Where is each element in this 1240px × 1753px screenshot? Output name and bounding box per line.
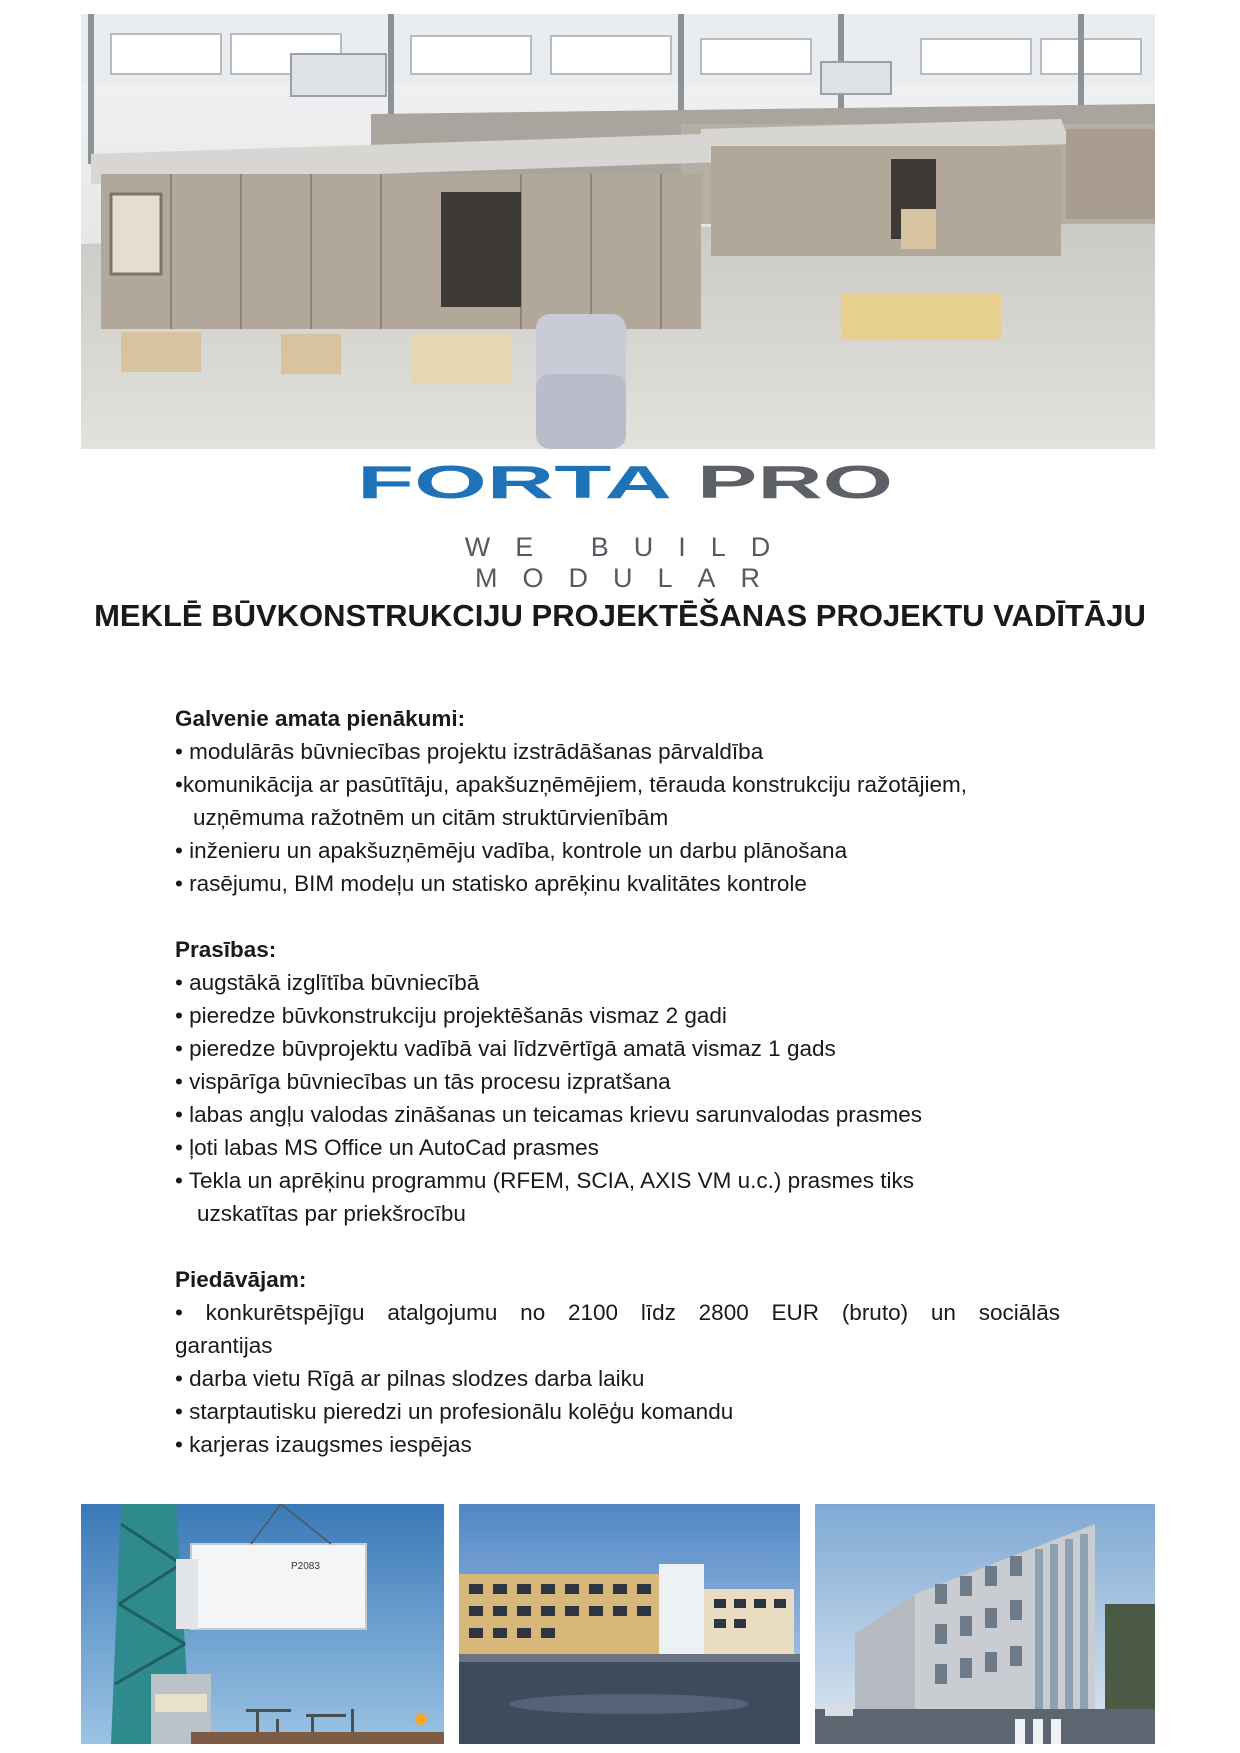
duties-title: Galvenie amata pienākumi:: [175, 706, 466, 731]
logo-word-pro: PRO: [697, 462, 893, 504]
offer-section: [175, 1263, 1060, 1461]
list-item: • modulārās būvniecības projektu izstrādāšanas pārvaldība: [175, 739, 764, 764]
requirements-section: [175, 933, 1060, 1230]
list-item: • labas angļu valodas zināšanas un teicamas krievu sarunvalodas prasmes: [175, 1102, 923, 1127]
list-item: • Tekla un aprēķinu programmu (RFEM, SCIA, AXIS VM u.c.) prasmes tiks uzskatītas par priekšrocību: [175, 1168, 914, 1226]
module-lifting-photo: [81, 1504, 444, 1744]
list-item: •komunikācija ar pasūtītāju, apakšuzņēmējiem, tērauda konstrukciju ražotājiem, uzņēmuma ražotnēm un citām struktūrvienībām: [175, 772, 968, 830]
logo-word-forta: FORTA: [357, 462, 672, 504]
requirements-title: Prasības:: [175, 937, 277, 962]
list-item: • ļoti labas MS Office un AutoCad prasmes: [175, 1135, 599, 1160]
list-item: • augstākā izglītība būvniecībā: [175, 970, 480, 995]
forta-pro-logo: [357, 462, 893, 504]
logo-tagline: WE BUILD MODULAR: [464, 532, 796, 593]
modular-hotel-photo: [459, 1504, 800, 1744]
module-tag-label: P2083: [291, 1561, 320, 1572]
list-item: • inženieru un apakšuzņēmēju vadība, kontrole un darbu plānošana: [175, 838, 848, 863]
list-item: • vispārīga būvniecības un tās procesu izpratšana: [175, 1069, 671, 1094]
list-item: • pieredze būvkonstrukciju projektēšanās vismaz 2 gadi: [175, 1003, 727, 1028]
duties-section: [175, 702, 1060, 900]
hero-factory-photo: [81, 14, 1155, 449]
list-item: • starptautisku pieredzi un profesionālu kolēģu komandu: [175, 1399, 734, 1424]
offer-title: Piedāvājam:: [175, 1267, 307, 1292]
list-item: • rasējumu, BIM modeļu un statisko aprēķinu kvalitātes kontrole: [175, 871, 807, 896]
list-item: • pieredze būvprojektu vadībā vai līdzvērtīgā amatā vismaz 1 gads: [175, 1036, 836, 1061]
page-title: MEKLĒ BŪVKONSTRUKCIJU PROJEKTĒŠANAS PROJEKTU VADĪTĀJU: [94, 598, 1146, 633]
list-item: • darba vietu Rīgā ar pilnas slodzes darba laiku: [175, 1366, 645, 1391]
list-item: • konkurētspējīgu atalgojumu no 2100 līdz 2800 EUR (bruto) un sociālās garantijas: [175, 1300, 1060, 1358]
job-description: [175, 702, 1060, 1494]
modular-building-photo: [815, 1504, 1155, 1744]
list-item: • karjeras izaugsmes iespējas: [175, 1432, 472, 1457]
